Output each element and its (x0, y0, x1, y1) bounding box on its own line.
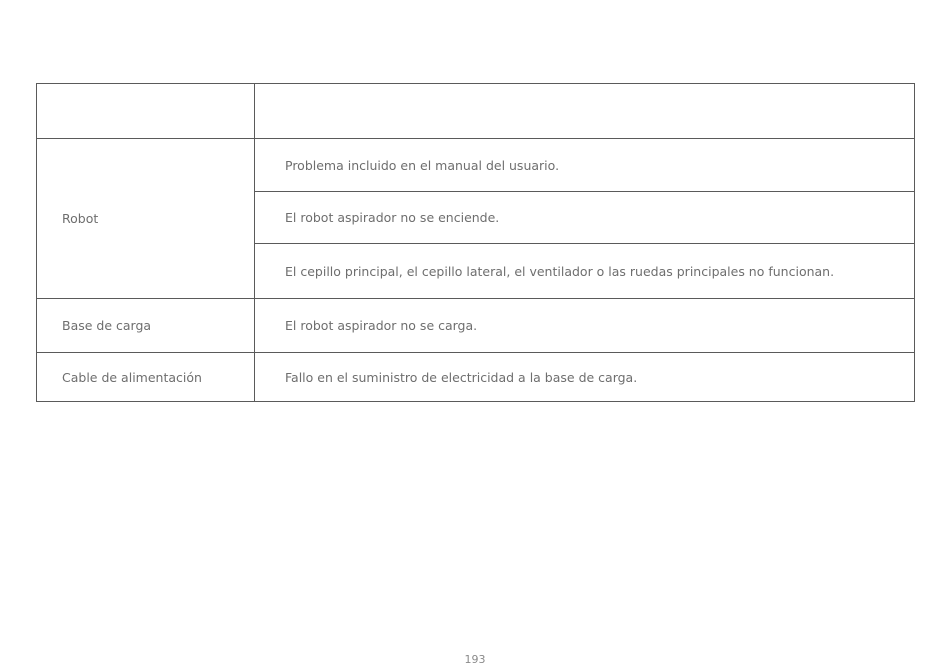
problem-cell: El robot aspirador no se enciende. (255, 192, 915, 244)
warranty-table (36, 83, 915, 402)
problem-cell: Fallo en el suministro de electricidad a la base de carga. (255, 353, 915, 402)
page-number: 193 (464, 653, 486, 666)
table-row (37, 353, 915, 402)
category-cell-charging-base: Base de carga (37, 299, 255, 353)
problem-cell: El robot aspirador no se carga. (255, 299, 915, 353)
table-row (37, 139, 915, 192)
category-cell-robot: Robot (37, 139, 255, 299)
table-row (37, 299, 915, 353)
table-header-row (37, 84, 915, 139)
header-cell-component (37, 84, 255, 139)
category-cell-power-cable: Cable de alimentación (37, 353, 255, 402)
problem-cell: Problema incluido en el manual del usuario. (255, 139, 915, 192)
header-cell-problem (255, 84, 915, 139)
problem-cell: El cepillo principal, el cepillo lateral, el ventilador o las ruedas principales no funcionan. (255, 244, 915, 299)
